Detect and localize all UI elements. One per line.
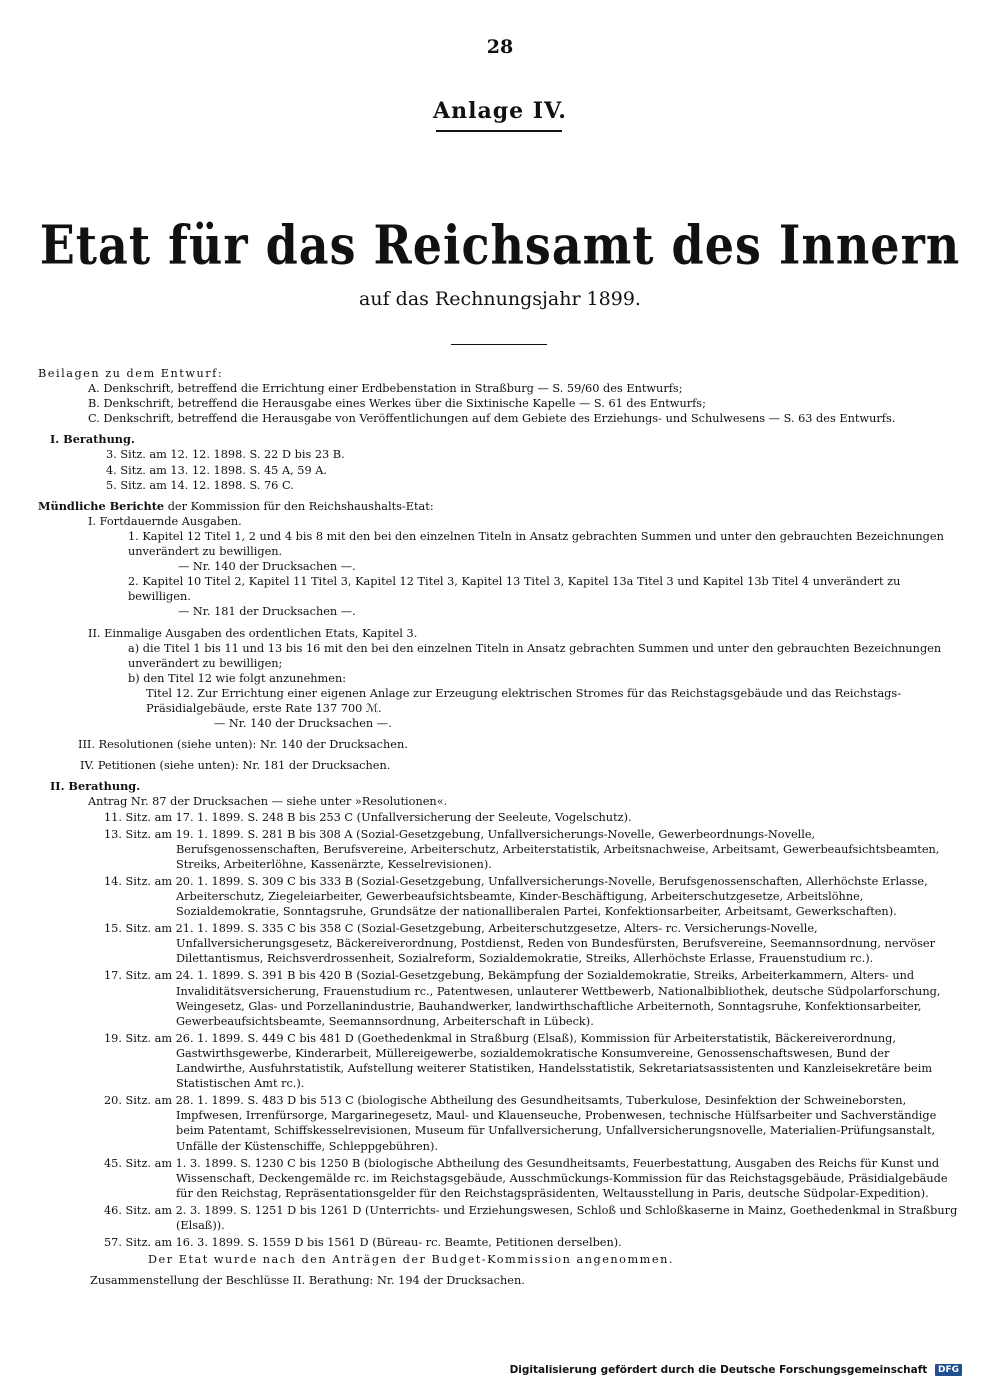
session-entry: 19. Sitz. am 26. 1. 1899. S. 449 C bis 481 D (Goethedenkmal in Straßburg (Elsaß), Kommission für Arbeiterstatistik, Bäckereiverordnung, Gastwirthsgewerbe, Kinderarbeit, Müllereigewerbe, sozialdemokratische Konsumvereine, Genossenschaftswesen, Bund der Landwirthe, Ausfuhrstatistik, Aufstellung weiterer Statistiken, Handelsstatistik, Sekretariatsassistenten und Kanzleisekretäre beim Statistischen Amt rc.).: [104, 1031, 933, 1091]
reports-section-4: IV. Petitionen (siehe unten): Nr. 181 der Drucksachen.: [80, 759, 391, 773]
title-divider: [451, 344, 547, 345]
reports-heading: [38, 499, 960, 514]
report-item-2-ref: — Nr. 181 der Drucksachen —.: [178, 605, 356, 619]
anlage-heading: Anlage IV.: [433, 98, 567, 124]
report-item-1-ref: — Nr. 140 der Drucksachen —.: [178, 560, 356, 574]
footer-credit: [510, 1364, 962, 1376]
document-body: [38, 366, 960, 1288]
session-entry: 45. Sitz. am 1. 3. 1899. S. 1230 C bis 1250 B (biologische Abtheilung des Gesundheitsamts, Feuerbestattung, Ausgaben des Reichs für Kunst und Wissenschaft, Deckengemälde rc. im Reichstagsgebäude, Ausschmückungs-Kommission für das Reichstagsgebäude, Präsidialgebäude für den Reichstag, Repräsentationsgelder für den Reichstagspräsidenten, Weltausstellung in Paris, deutsche Südpolar-Expedition).: [104, 1156, 948, 1200]
document-title: Etat für das Reichsamt des Innern: [39, 213, 961, 277]
first-reading-heading: I. Berathung.: [50, 432, 135, 447]
reports-heading-rest: der Kommission für den Reichshaushalts-Etat:: [164, 499, 434, 513]
beilagen-heading: Beilagen zu dem Entwurf:: [38, 367, 224, 380]
report-item-1: 1. Kapitel 12 Titel 1, 2 und 4 bis 8 mit den bei den einzelnen Titeln in Ansatz gebrachten Summen und unter den gebrauchten Bezeichnungen unverändert zu bewilligen.: [128, 529, 944, 559]
report-item-b: b) den Titel 12 wie folgt anzunehmen:: [128, 671, 347, 685]
conclusion-line: Der Etat wurde nach den Anträgen der Budget-Kommission angenommen.: [148, 1253, 674, 1267]
document-subtitle: auf das Rechnungsjahr 1899.: [359, 288, 641, 310]
reports-heading-bold: Mündliche Berichte: [38, 498, 165, 513]
session-entry: 11. Sitz. am 17. 1. 1899. S. 248 B bis 253 C (Unfallversicherung der Seeleute, Vogelschutz).: [104, 810, 632, 824]
reports-section-1: I. Fortdauernde Ausgaben.: [88, 514, 242, 528]
session-entry: 4. Sitz. am 13. 12. 1898. S. 45 A, 59 A.: [106, 463, 328, 477]
beilage-item: C. Denkschrift, betreffend die Herausgabe von Veröffentlichungen auf dem Gebiete des Erziehungs- und Schulwesens — S. 63 des Entwurfs.: [88, 412, 896, 426]
session-entry: 3. Sitz. am 12. 12. 1898. S. 22 D bis 23 B.: [106, 448, 345, 462]
session-entry: 57. Sitz. am 16. 3. 1899. S. 1559 D bis 1561 D (Büreau- rc. Beamte, Petitionen derselben).: [104, 1236, 622, 1250]
reports-section-3: III. Resolutionen (siehe unten): Nr. 140 der Drucksachen.: [78, 738, 408, 752]
session-entry: 20. Sitz. am 28. 1. 1899. S. 483 D bis 513 C (biologische Abtheilung des Gesundheitsamts, Tuberkulose, Desinfektion der Schweineborsten, Impfwesen, Irrenfürsorge, Margarinegesetz, Maul- und Klauenseuche, Probenwesen, technische Hülfsarbeiter und Sachverständige beim Patentamt, Schiffskesselrevisionen, Museum für Unfallversicherung, Unfallversicherungsnovelle, Materialien-Prüfungsanstalt, Unfälle der Küstenschiffe, Schleppgebühren).: [104, 1094, 937, 1153]
footer: [0, 1362, 1000, 1382]
session-entry: 5. Sitz. am 14. 12. 1898. S. 76 C.: [106, 478, 294, 492]
second-reading-heading: II. Berathung.: [50, 779, 141, 794]
summary-line: Zusammenstellung der Beschlüsse II. Berathung: Nr. 194 der Drucksachen.: [90, 1274, 525, 1288]
footer-credit-text: Digitalisierung gefördert durch die Deutsche Forschungsgemeinschaft: [509, 1364, 928, 1376]
session-entry: 15. Sitz. am 21. 1. 1899. S. 335 C bis 358 C (Sozial-Gesetzgebung, Arbeiterschutzgesetze, Alters- rc. Versicherungs-Novelle, Unfallversicherungsgesetz, Bäckereiverordnung, Postdienst, Reden von Bundesfürsten, Berufsvereine, Seemannsordnung, nervöser Dilettantismus, Reichsverdrossenheit, Sozialreform, Sozialdemokratie, Streiks, Allerhöchste Erlasse, Frauenstudium rc.).: [104, 922, 935, 966]
session-entry: 14. Sitz. am 20. 1. 1899. S. 309 C bis 333 B (Sozial-Gesetzgebung, Unfallversicherungs-Novelle, Berufsgenossenschaften, Allerhöchste Erlasse, Arbeiterschutz, Ziegeleiarbeiter, Gewerbeaufsichtsbeamte, Kinder-Beschäftigung, Arbeiterschutzgesetze, Arbeitslöhne, Sozialdemokratie, Sonntagsruhe, Grundsätze der nationalliberalen Partei, Konfektionsarbeiter, Arbeitsamt, Gewerkschaften).: [104, 874, 928, 919]
session-entry: 46. Sitz. am 2. 3. 1899. S. 1251 D bis 1261 D (Unterrichts- und Erziehungswesen, Schloß und Schloßkaserne in Mainz, Goethedenkmal in Straßburg (Elsaß)).: [104, 1203, 958, 1232]
page-number: 28: [486, 36, 514, 58]
titel-12-text: Titel 12. Zur Errichtung einer eigenen Anlage zur Erzeugung elektrischen Stromes für das Reichstagsgebäude und das Reichstags-Präsidialgebäude, erste Rate 137 700 ℳ.: [146, 686, 902, 715]
session-entry: 17. Sitz. am 24. 1. 1899. S. 391 B bis 420 B (Sozial-Gesetzgebung, Bekämpfung der Sozialdemokratie, Streiks, Arbeiterkammern, Alters- und Invaliditätsversicherung, Frauenstudium rc., Patentwesen, unlauterer Wettbewerb, Nationalbibliothek, deutsche Südpolarforschung, Weingesetz, Glas- und Porzellanindustrie, Bauhandwerker, landwirthschaftliche Arbeiternoth, Sonntagsruhe, Konfektionsarbeiter, Gewerbeaufsichtsbeamte, Seemannsordnung, Arbeiterschaft in Lübeck).: [104, 969, 941, 1028]
session-entry: 13. Sitz. am 19. 1. 1899. S. 281 B bis 308 A (Sozial-Gesetzgebung, Unfallversicherungs-Novelle, Gewerbeordnungs-Novelle, Berufsgenossenschaften, Berufsvereine, Arbeiterschutz, Arbeiterstatistik, Arbeitsnachweise, Arbeitsamt, Gewerbeaufsichtsbeamten, Streiks, Arbeiterlöhne, Kassenärzte, Kesselrevisionen).: [104, 827, 940, 871]
report-item-a: a) die Titel 1 bis 11 und 13 bis 16 mit den bei den einzelnen Titeln in Ansatz gebrachten Summen und unter den gebrauchten Bezeichnungen unverändert zu bewilligen;: [128, 641, 942, 670]
beilage-item: A. Denkschrift, betreffend die Errichtung einer Erdbebenstation in Straßburg — S. 59/60 des Entwurfs;: [88, 382, 683, 396]
anlage-underline: [436, 130, 562, 132]
report-item-2: 2. Kapitel 10 Titel 2, Kapitel 11 Titel 3, Kapitel 12 Titel 3, Kapitel 13 Titel 3, Kapitel 13a Titel 3 und Kapitel 13b Titel 4 unverändert zu bewilligen.: [128, 575, 901, 604]
session-list: [38, 810, 960, 1251]
antrag-line: Antrag Nr. 87 der Drucksachen — siehe unter »Resolutionen«.: [88, 795, 448, 809]
beilage-item: B. Denkschrift, betreffend die Herausgabe eines Werkes über die Sixtinische Kapelle — S. 61 des Entwurfs;: [88, 397, 706, 411]
titel-12-ref: — Nr. 140 der Drucksachen —.: [214, 717, 392, 731]
reports-section-2: II. Einmalige Ausgaben des ordentlichen Etats, Kapitel 3.: [88, 626, 418, 640]
dfg-logo-icon: DFG: [935, 1364, 962, 1376]
